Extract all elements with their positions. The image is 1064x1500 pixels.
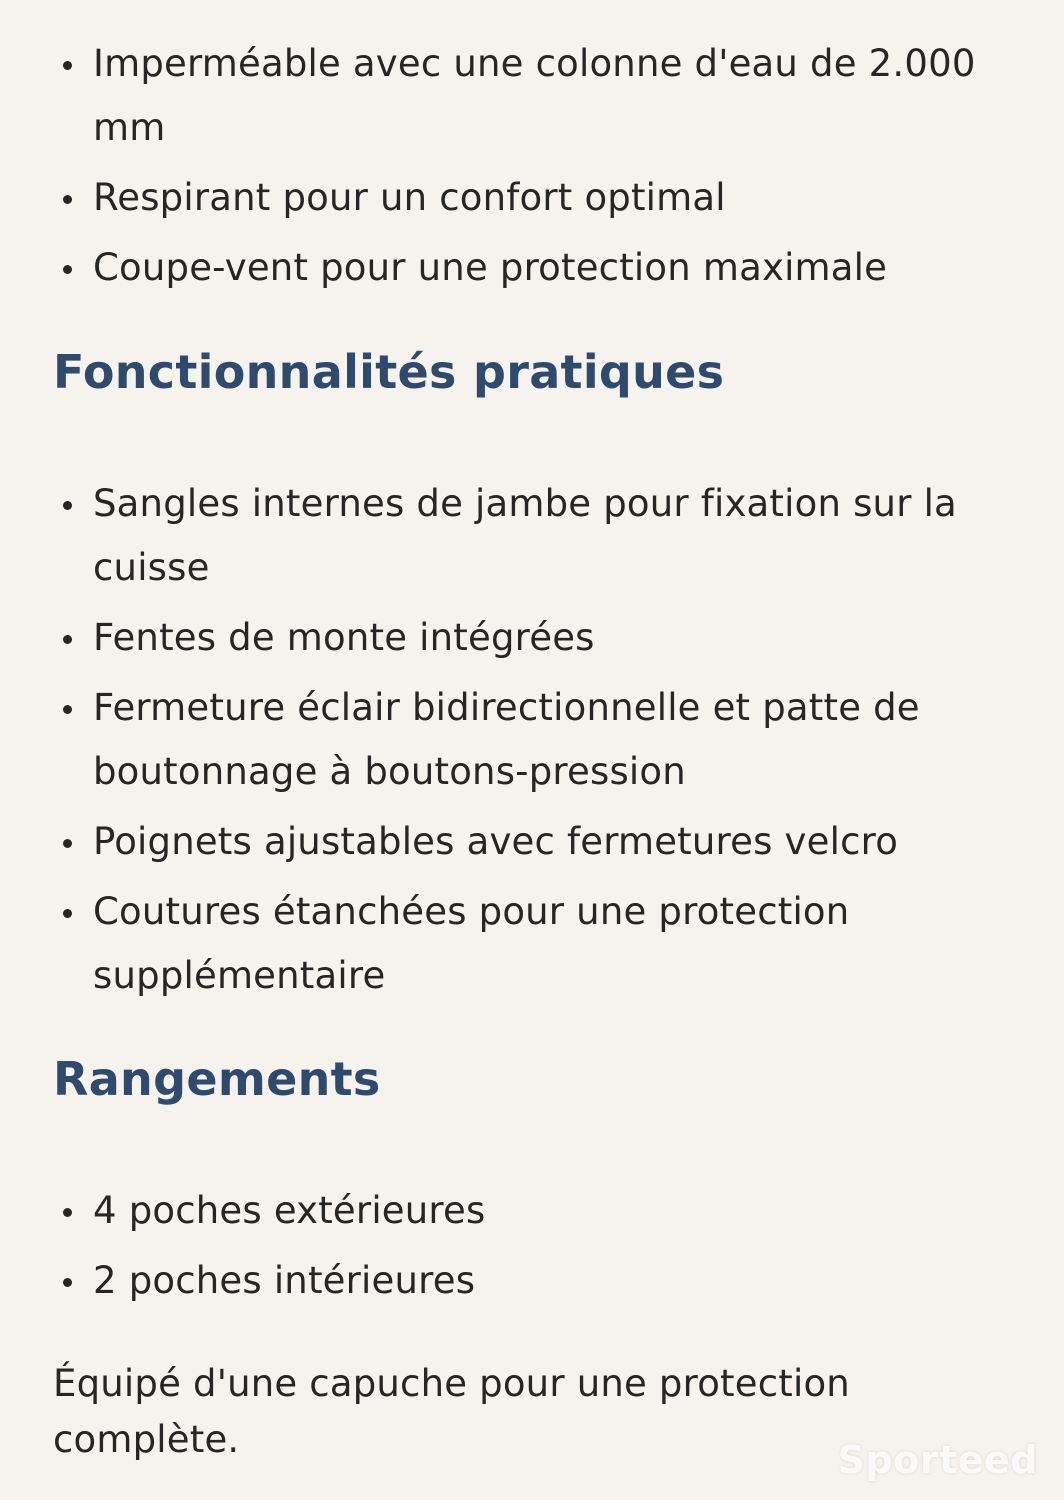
list-item: Respirant pour un confort optimal [0,166,1064,230]
list-item: Imperméable avec une colonne d'eau de 2.000 mm [0,32,1064,160]
list-item: 4 poches extérieures [0,1179,1064,1243]
watermark-logo: Sporteed [837,1438,1038,1482]
list-item: Fermeture éclair bidirectionnelle et patte de boutonnage à boutons-pression [0,676,1064,804]
list-item: Fentes de monte intégrées [0,606,1064,670]
list-item: Sangles internes de jambe pour fixation sur la cuisse [0,472,1064,600]
storage-list [0,1179,1064,1319]
list-item: Coutures étanchées pour une protection supplémentaire [0,880,1064,1008]
features-list-intro [0,32,1064,306]
closing-paragraph: Équipé d'une capuche pour une protection complète. [53,1362,850,1461]
list-item: Poignets ajustables avec fermetures velcro [0,810,1064,874]
list-item: 2 poches intérieures [0,1249,1064,1313]
features-list-practical [0,472,1064,1014]
section-heading-features: Fonctionnalités pratiques [53,345,725,399]
section-heading-storage: Rangements [53,1052,381,1106]
list-item: Coupe-vent pour une protection maximale [0,236,1064,300]
